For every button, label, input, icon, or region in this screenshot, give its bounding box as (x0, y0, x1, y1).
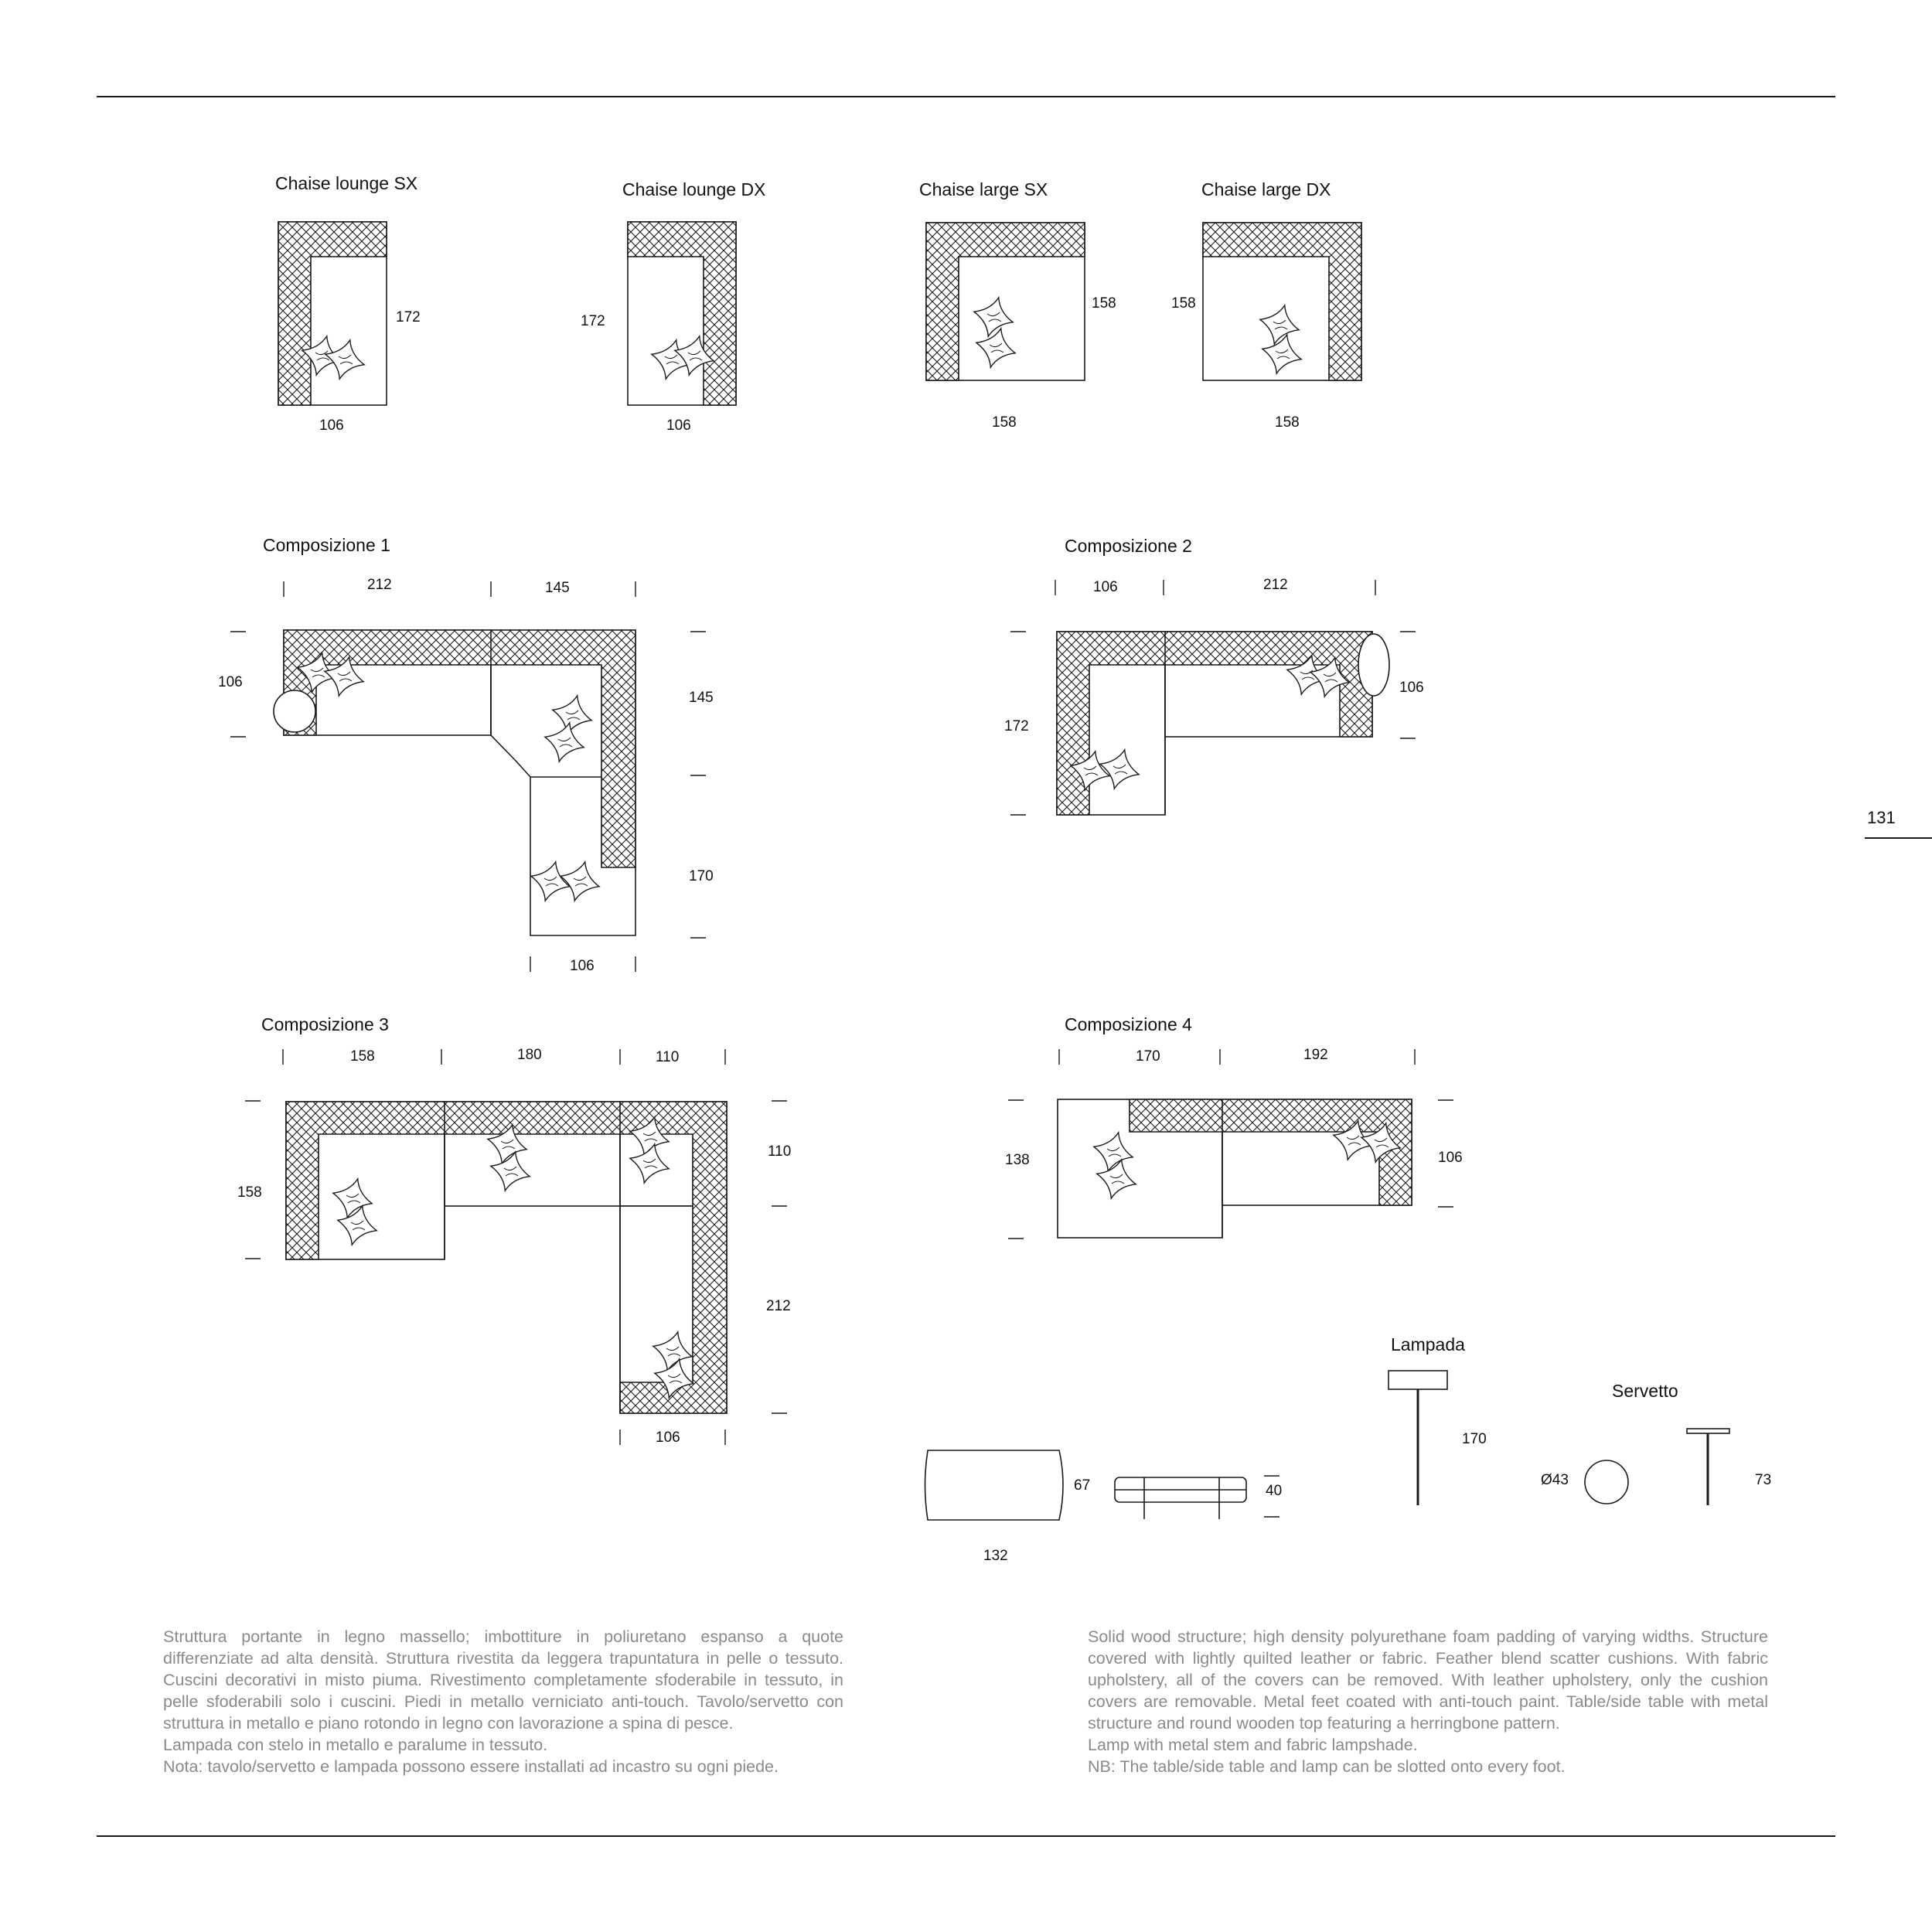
title-composizione-2: Composizione 2 (1065, 536, 1192, 556)
dim-c1-right-a: 145 (689, 690, 714, 706)
dim-c1-bottom: 106 (570, 958, 595, 974)
text-it-line: Struttura portante in legno massello; imbottiture in poliuretano espanso a quote (163, 1627, 843, 1646)
title-lampada: Lampada (1391, 1334, 1465, 1354)
dim-cgd-depth: 158 (1171, 295, 1196, 312)
dim-c3-top-a: 158 (350, 1048, 375, 1065)
composizione-3-plan (286, 1102, 727, 1413)
dim-cld-width: 106 (666, 417, 691, 434)
dim-c2-top-b: 212 (1263, 577, 1288, 593)
text-it-line: pelle sfoderabili solo i cuscini. Piedi in metallo verniciato anti-touch. Tavolo/servetto con (163, 1692, 843, 1711)
chaise-large-sx-plan (926, 223, 1085, 380)
dim-c2-right: 106 (1399, 680, 1424, 696)
composizione-1-plan (274, 630, 635, 935)
chaise-large-dx-plan (1203, 223, 1361, 380)
composizione-2-plan (1057, 632, 1389, 815)
dim-servetto-diameter: Ø43 (1541, 1472, 1569, 1488)
dim-table-height: 40 (1266, 1483, 1283, 1499)
dim-c1-left: 106 (218, 674, 243, 690)
dim-c4-top-a: 170 (1136, 1048, 1160, 1065)
text-en-line: upholstery, all of the covers can be removed. With leather upholstery, only the cushion (1088, 1671, 1768, 1689)
title-composizione-4: Composizione 4 (1065, 1014, 1192, 1034)
dim-cgs-width: 158 (992, 414, 1017, 431)
lampada-drawing (1389, 1371, 1447, 1505)
dim-c4-right: 106 (1438, 1150, 1463, 1166)
dim-cls-depth: 172 (396, 309, 421, 325)
dim-cgd-width: 158 (1275, 414, 1300, 431)
text-it-line: struttura in metallo e piano rotondo in legno con lavorazione a spina di pesce. (163, 1714, 734, 1733)
text-en-line: covered with lightly quilted leather or fabric. Feather blend scatter cushions. With fabric (1088, 1649, 1768, 1668)
chaise-lounge-sx-plan (278, 222, 387, 405)
text-en-line: NB: The table/side table and lamp can be slotted onto every foot. (1088, 1757, 1566, 1776)
dim-cls-width: 106 (319, 417, 344, 434)
dim-c1-top-a: 212 (367, 577, 392, 593)
text-it-line: Nota: tavolo/servetto e lampada possono essere installati ad incastro su ogni piede. (163, 1757, 779, 1776)
dim-table-depth: 67 (1074, 1477, 1091, 1494)
title-composizione-1: Composizione 1 (263, 535, 390, 555)
title-chaise-large-dx: Chaise large DX (1201, 179, 1331, 199)
dim-c3-right-a: 110 (768, 1143, 792, 1160)
dim-cld-depth: 172 (581, 313, 605, 329)
text-en-line: Solid wood structure; high density polyurethane foam padding of varying widths. Structure (1088, 1627, 1768, 1646)
dim-c3-left: 158 (237, 1184, 262, 1201)
title-chaise-large-sx: Chaise large SX (919, 179, 1048, 199)
dim-c2-top-a: 106 (1093, 579, 1118, 595)
text-en-line: Lamp with metal stem and fabric lampshade. (1088, 1736, 1418, 1754)
dim-c3-top-b: 180 (517, 1047, 542, 1063)
composizione-4-plan (1058, 1099, 1412, 1238)
dim-c2-left: 172 (1004, 718, 1029, 734)
servetto-drawing (1585, 1429, 1729, 1505)
chaise-lounge-dx-plan (628, 222, 736, 405)
dim-cgs-depth: 158 (1092, 295, 1116, 312)
text-it-line: differenziate ad alta densità. Struttura rivestita da leggera trapuntatura in pelle o tessuto. (163, 1649, 843, 1668)
dim-c1-right-b: 170 (689, 868, 714, 884)
title-servetto: Servetto (1612, 1381, 1678, 1401)
text-en-line: covers are removable. Metal feet coated with anti-touch paint. Table/side table with metal (1088, 1692, 1768, 1711)
dim-c3-top-c: 110 (656, 1049, 680, 1065)
title-composizione-3: Composizione 3 (261, 1014, 389, 1034)
text-en-line: structure and round wooden top featuring a herringbone pattern. (1088, 1714, 1560, 1733)
dim-c4-top-b: 192 (1303, 1047, 1328, 1063)
text-it-line: Lampada con stelo in metallo e paralume in tessuto. (163, 1736, 548, 1754)
dim-c3-right-b: 212 (766, 1298, 791, 1314)
title-chaise-lounge-dx: Chaise lounge DX (622, 179, 766, 199)
page-number: 131 (1867, 808, 1896, 827)
dim-c3-bottom: 106 (656, 1429, 680, 1446)
dim-table-width: 132 (983, 1548, 1008, 1564)
text-it-line: Cuscini decorativi in misto piuma. Rivestimento completamente sfoderabile in tessuto, in (163, 1671, 843, 1689)
dim-c4-left: 138 (1005, 1152, 1030, 1168)
dim-lamp-height: 170 (1462, 1431, 1487, 1447)
title-chaise-lounge-sx: Chaise lounge SX (275, 173, 418, 193)
description-english (1088, 1626, 1768, 1777)
dim-servetto-height: 73 (1755, 1472, 1772, 1488)
description-italian (163, 1626, 843, 1777)
dim-c1-top-b: 145 (545, 580, 570, 596)
